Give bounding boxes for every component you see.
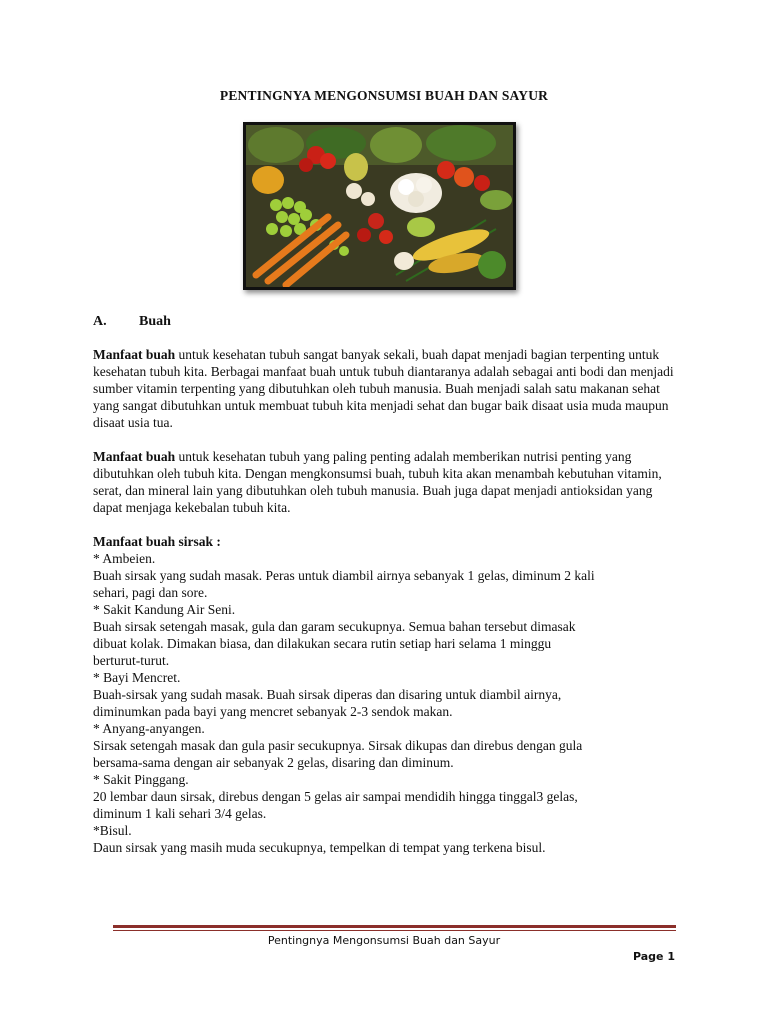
paragraph-2-lead: Manfaat buah [93, 449, 176, 464]
sirsak-line: Buah-sirsak yang sudah masak. Buah sirsak diperas dan disaring untuk diambil airnya, [93, 687, 562, 702]
paragraph-1-lead: Manfaat buah [93, 347, 176, 362]
sirsak-line: Buah sirsak yang sudah masak. Peras untuk diambil airnya sebanyak 1 gelas, diminum 2 kali [93, 568, 595, 583]
page-title: PENTINGNYA MENGONSUMSI BUAH DAN SAYUR [219, 88, 549, 103]
sirsak-line: berturut-turut. [93, 653, 170, 668]
sirsak-line: Daun sirsak yang masih muda secukupnya, tempelkan di tempat yang terkena bisul. [93, 840, 546, 855]
sirsak-line: Sirsak setengah masak dan gula pasir secukupnya. Sirsak dikupas dan direbus dengan gula [93, 738, 583, 753]
footer-rule-thick [113, 925, 676, 928]
sirsak-line: dibuat kolak. Dimakan biasa, dan dilakukan secara rutin setiap hari selama 1 minggu [93, 636, 552, 651]
sirsak-line: sehari, pagi dan sore. [93, 585, 208, 600]
paragraph-2 [93, 448, 683, 516]
sirsak-line: *Bisul. [93, 823, 132, 838]
footer-rule-thin [113, 930, 676, 931]
sirsak-line: Buah sirsak setengah masak, gula dan garam secukupnya. Semua bahan tersebut dimasak [93, 619, 576, 634]
paragraph-2-text: untuk kesehatan tubuh yang paling penting adalah memberikan nutrisi penting yang dibutuhkan oleh tubuh kita. Dengan mengkonsumsi buah, tubuh kita akan menambah kebutuhan vitamin, serat, dan mineral lain yang dibutuhkan oleh tubuh manusia. Buah juga dapat menjadi antioksidan yang dapat menjaga kekebalan tubuh kita. [93, 449, 662, 515]
paragraph-1-text: untuk kesehatan tubuh sangat banyak sekali, buah dapat menjadi bagian terpenting untuk kesehatan tubuh kita. Berbagai manfaat buah untuk tubuh diantaranya adalah sebagai anti bodi dan menjadi sumber vitamin terpenting yang dibutuhkan oleh tubuh manusia. Buah menjadi salah satu makanan sehat yang sangat dibutuhkan untuk membuat tubuh kita menjadi sehat dan bugar baik disaat usia muda maupun disaat usia tua. [93, 347, 674, 430]
footer-title: Pentingnya Mengonsumsi Buah dan Sayur [267, 934, 501, 947]
sirsak-line: * Ambeien. [93, 551, 156, 566]
section-heading [93, 314, 171, 330]
page-number: Page 1 [632, 950, 675, 963]
sirsak-line: * Sakit Kandung Air Seni. [93, 602, 236, 617]
sirsak-line: * Bayi Mencret. [93, 670, 181, 685]
section-title: Buah [139, 314, 171, 329]
sirsak-line: * Anyang-anyangen. [93, 721, 205, 736]
section-number: A. [93, 314, 107, 329]
sirsak-line: bersama-sama dengan air sebanyak 2 gelas, disaring dan diminum. [93, 755, 454, 770]
sirsak-heading: Manfaat buah sirsak : [93, 534, 221, 549]
fruit-vegetable-photo [243, 122, 516, 290]
sirsak-line: diminumkan pada bayi yang mencret sebanyak 2-3 sendok makan. [93, 704, 453, 719]
sirsak-line: 20 lembar daun sirsak, direbus dengan 5 gelas air sampai mendidih hingga tinggal3 gelas, [93, 789, 578, 804]
sirsak-line: diminum 1 kali sehari 3/4 gelas. [93, 806, 267, 821]
sirsak-line: * Sakit Pinggang. [93, 772, 189, 787]
sirsak-benefits-list [93, 533, 683, 856]
fruit-vegetable-illustration [246, 125, 513, 287]
paragraph-1 [93, 346, 683, 431]
document-body [93, 346, 683, 856]
